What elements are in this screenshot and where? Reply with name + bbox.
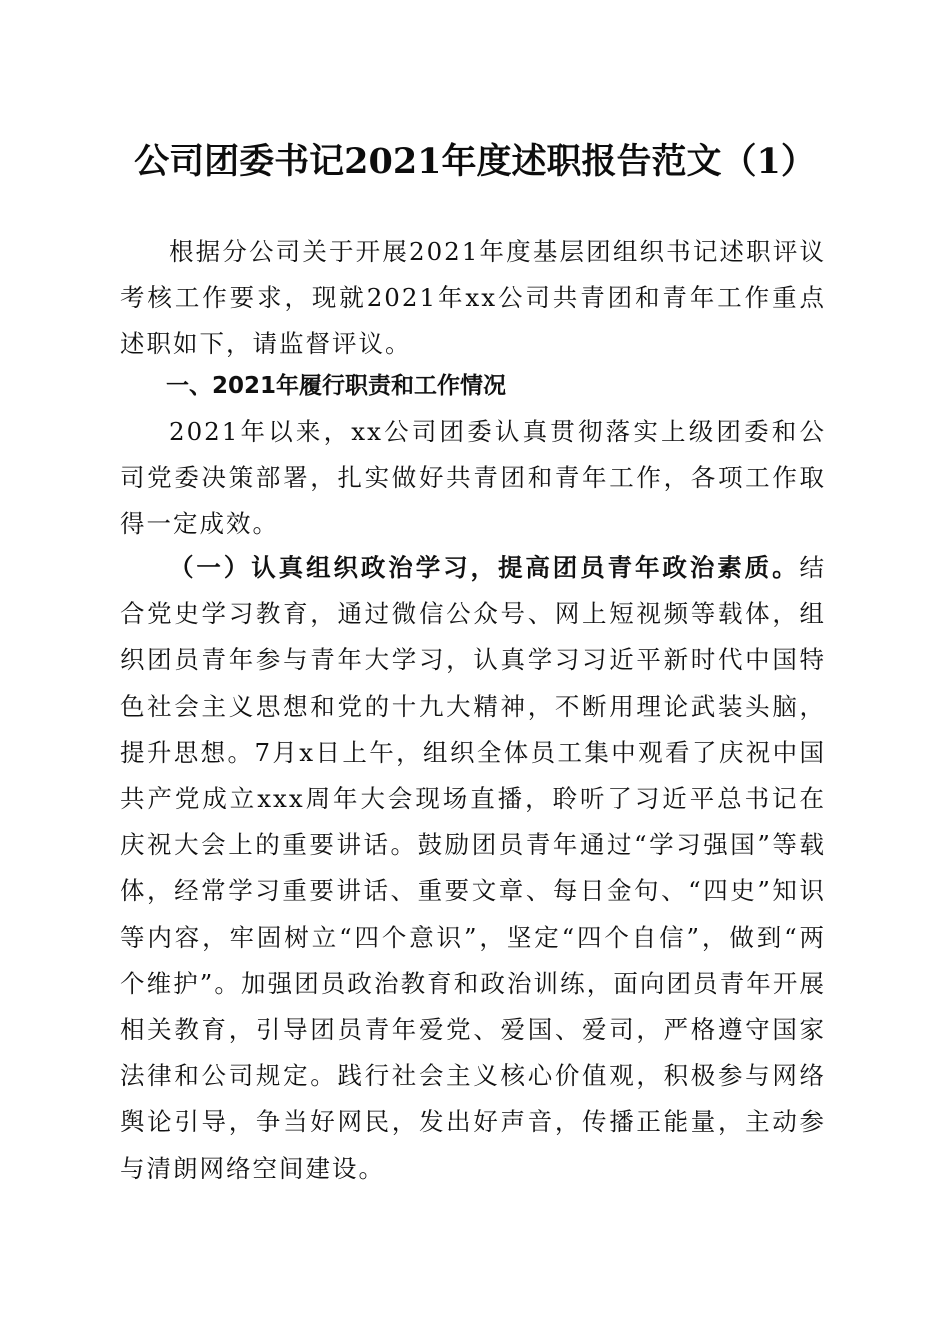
intro-block: [120, 229, 826, 368]
section-1-paragraph: 2021年以来，xx公司团委认真贯彻落实上级团委和公司党委决策部署，扎实做好共青团和青年工作，各项工作取得一定成效。: [120, 417, 826, 539]
subsection-1-paragraph: [120, 545, 826, 1192]
section-1-heading: 一、2021年履行职责和工作情况: [166, 373, 507, 399]
section-1-block: [120, 409, 826, 548]
intro-paragraph: 根据分公司关于开展2021年度基层团组织书记述职评议考核工作要求，现就2021年xx公司共青团和青年工作重点述职如下，请监督评议。: [120, 237, 826, 359]
subsection-1-body: 结合党史学习教育，通过微信公众号、网上短视频等载体，组织团员青年参与青年大学习，认真学习习近平新时代中国特色社会主义思想和党的十九大精神，不断用理论武装头脑，提升思想。7月x日上午，组织全体员工集中观看了庆祝中国共产党成立xxx周年大会现场直播，聆听了习近平总书记在庆祝大会上的重要讲话。鼓励团员青年通过“学习强国”等载体，经常学习重要讲话、重要文章、每日金句、“四史”知识等内容，牢固树立“四个意识”，坚定“四个自信”，做到“两个维护”。加强团员政治教育和政治训练，面向团员青年开展相关教育，引导团员青年爱党、爱国、爱司，严格遵守国家法律和公司规定。践行社会主义核心价值观，积极参与网络舆论引导，争当好网民，发出好声音，传播正能量，主动参与清朗网络空间建设。: [120, 553, 826, 1183]
subsection-1-block: [120, 545, 826, 1192]
subsection-1-heading: （一）认真组织政治学习，提高团员青年政治素质。: [169, 553, 800, 582]
document-title: 公司团委书记2021年度述职报告范文（1）: [134, 141, 816, 182]
